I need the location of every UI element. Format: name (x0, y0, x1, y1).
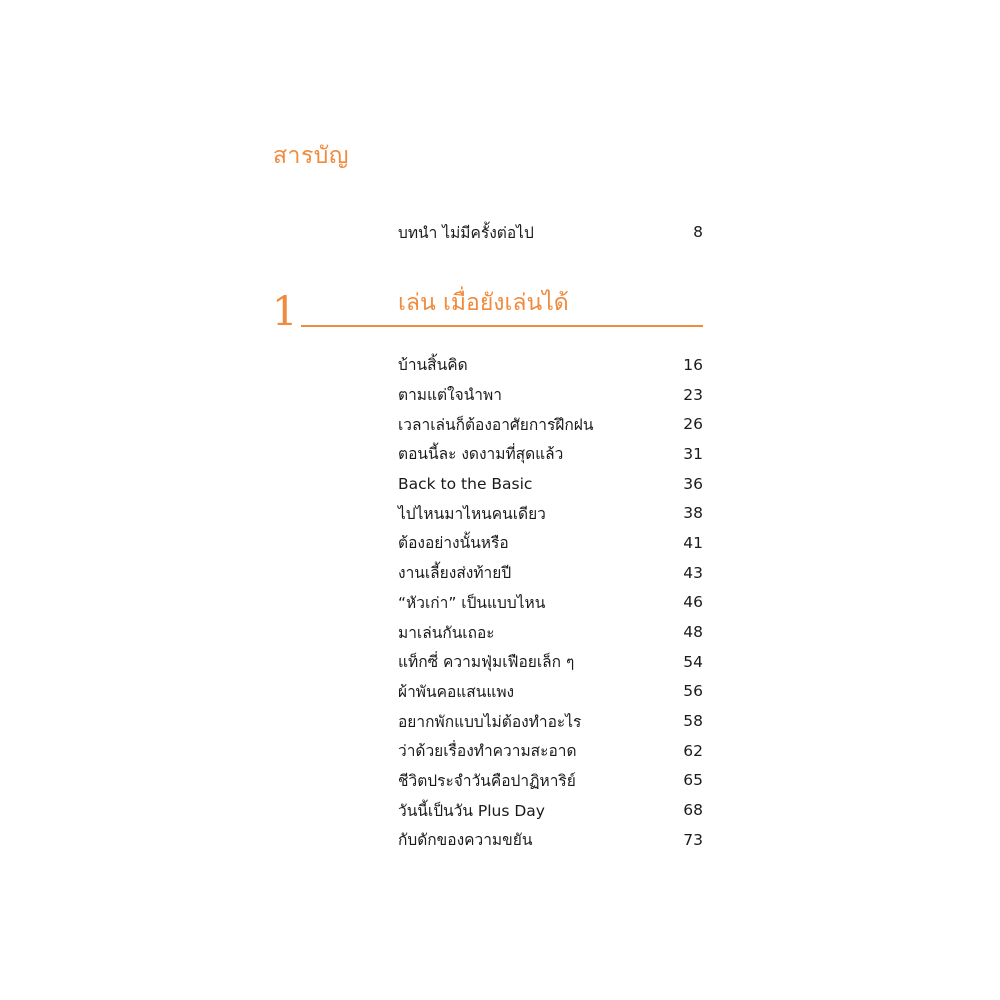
toc-entry-title: ว่าด้วยเรื่องทำความสะอาด (398, 742, 577, 761)
toc-entry-page: 46 (683, 593, 703, 612)
intro-title: บทนำ ไม่มีครั้งต่อไป (398, 223, 534, 242)
toc-list (398, 350, 703, 855)
toc-entry-page: 31 (683, 444, 703, 463)
toc-entry[interactable] (398, 736, 703, 766)
toc-entry-page: 73 (683, 830, 703, 849)
toc-intro-entry[interactable] (398, 220, 703, 244)
toc-entry[interactable] (398, 498, 703, 528)
toc-entry[interactable] (398, 766, 703, 796)
toc-entry-page: 62 (683, 741, 703, 760)
toc-entry-title: เวลาเล่นก็ต้องอาศัยการฝึกฝน (398, 415, 594, 434)
toc-entry-page: 41 (683, 533, 703, 552)
toc-entry[interactable] (398, 439, 703, 469)
toc-entry[interactable] (398, 528, 703, 558)
toc-entry-title: ตอนนี้ละ งดงามที่สุดแล้ว (398, 445, 564, 464)
toc-entry-title: “หัวเก่า” เป็นแบบไหน (398, 593, 546, 612)
toc-entry-title: ไปไหนมาไหนคนเดียว (398, 504, 546, 523)
toc-entry-page: 68 (683, 801, 703, 820)
toc-entry-page: 23 (683, 385, 703, 404)
toc-entry[interactable] (398, 558, 703, 588)
toc-entry[interactable] (398, 617, 703, 647)
toc-entry-title: ชีวิตประจำวันคือปาฏิหาริย์ (398, 771, 576, 790)
toc-entry-title: งานเลี้ยงส่งท้ายปี (398, 564, 512, 583)
toc-entry-page: 65 (683, 771, 703, 790)
toc-entry-title: มาเล่นกันเถอะ (398, 623, 495, 642)
chapter-title: เล่น เมื่อยังเล่นได้ (398, 290, 569, 316)
toc-entry-title: กับดักของความขยัน (398, 831, 533, 850)
toc-entry-title: บ้านสิ้นคิด (398, 356, 468, 375)
intro-page-number: 8 (693, 223, 703, 241)
toc-entry-title: อยากพักแบบไม่ต้องทำอะไร (398, 712, 582, 731)
toc-entry[interactable] (398, 647, 703, 677)
toc-entry-title: ตามแต่ใจนำพา (398, 386, 502, 405)
chapter-number: 1 (272, 289, 298, 335)
toc-entry[interactable] (398, 825, 703, 855)
toc-entry-page: 48 (683, 623, 703, 642)
toc-entry-page: 58 (683, 712, 703, 731)
toc-entry-page: 26 (683, 415, 703, 434)
toc-entry-page: 56 (683, 682, 703, 701)
toc-entry-title: แท็กซี่ ความฟุ่มเฟือยเล็ก ๆ (398, 653, 575, 672)
toc-entry[interactable] (398, 706, 703, 736)
toc-entry-page: 54 (683, 652, 703, 671)
toc-entry[interactable] (398, 677, 703, 707)
toc-entry-page: 36 (683, 474, 703, 493)
chapter-divider (301, 325, 703, 327)
toc-entry[interactable] (398, 588, 703, 618)
toc-entry-page: 38 (683, 504, 703, 523)
toc-entry-title: วันนี้เป็นวัน Plus Day (398, 801, 545, 820)
toc-entry[interactable] (398, 350, 703, 380)
toc-entry[interactable] (398, 469, 703, 499)
toc-entry[interactable] (398, 380, 703, 410)
toc-entry[interactable] (398, 409, 703, 439)
toc-heading: สารบัญ (273, 143, 350, 169)
toc-entry-page: 43 (683, 563, 703, 582)
toc-entry[interactable] (398, 795, 703, 825)
toc-entry-title: Back to the Basic (398, 474, 533, 493)
toc-entry-title: ต้องอย่างนั้นหรือ (398, 534, 509, 553)
toc-entry-title: ผ้าพันคอแสนแพง (398, 682, 515, 701)
toc-entry-page: 16 (683, 355, 703, 374)
